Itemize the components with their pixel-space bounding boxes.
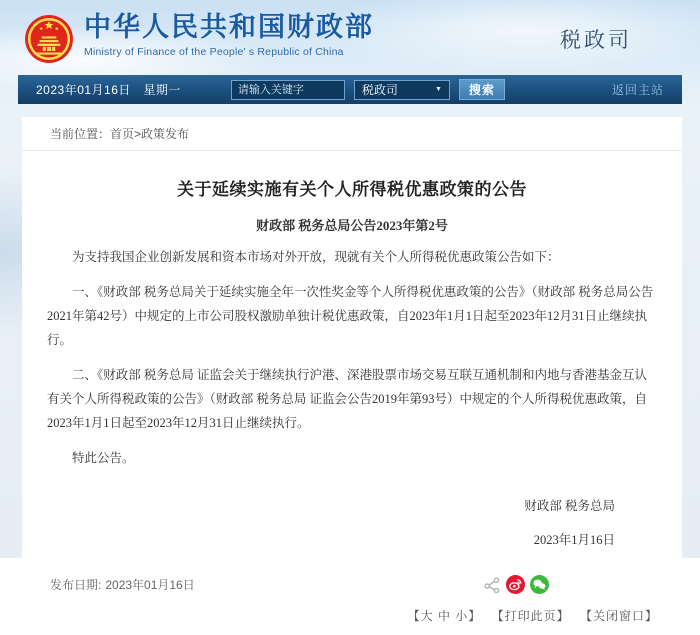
site-title: 中华人民共和国财政部 <box>84 12 374 42</box>
font-size-control[interactable]: 【大 中 小】 <box>407 609 482 623</box>
site-subtitle: Ministry of Finance of the People' s Republic of China <box>84 46 344 59</box>
site-titles <box>84 10 374 58</box>
wechat-icon[interactable] <box>530 575 549 594</box>
article-paragraph: 二、《财政部 税务总局 证监会关于继续执行沪港、深港股票市场交易互联互通机制和内地与香港基金互认有关个人所得税政策的公告》（财政部 税务总局 证监会公告2019年第93号）中规定的个人所得税优惠政策，自2023年1月1日起至2023年12月31日止继续执行。 <box>47 368 648 430</box>
publish-date-value: 2023年01月16日 <box>105 578 195 592</box>
search-scope-dropdown[interactable] <box>354 80 450 100</box>
breadcrumb-label: 当前位置： <box>50 127 111 141</box>
chevron-down-icon: ▼ <box>434 86 442 93</box>
article <box>22 175 682 548</box>
publish-date-label: 发布日期: <box>50 578 102 592</box>
content-panel <box>22 117 682 635</box>
article-signature: 财政部 税务总局 <box>524 499 615 513</box>
department-title: 税政司 <box>560 29 632 52</box>
toolbar-date: 2023年01月16日 星期一 <box>36 83 181 97</box>
share-icon[interactable] <box>483 576 501 594</box>
breadcrumb-path[interactable]: 首页>政策发布 <box>110 127 190 141</box>
search-input[interactable] <box>231 80 345 100</box>
weibo-icon[interactable] <box>506 575 525 594</box>
article-body <box>47 245 657 470</box>
breadcrumb <box>22 117 682 151</box>
footer-links <box>22 607 682 624</box>
article-paragraph: 一、《财政部 税务总局关于延续实施全年一次性奖金等个人所得税优惠政策的公告》（财政部 税务总局公告2021年第42号）中规定的上市公司股权激励单独计税优惠政策，自2023年1月1日起至2023年12月31日止继续执行。 <box>47 285 654 347</box>
search-button[interactable]: 搜索 <box>459 79 505 100</box>
national-emblem-icon[interactable] <box>24 13 74 65</box>
share-icons <box>483 575 549 594</box>
article-title: 关于延续实施有关个人所得税优惠政策的公告 <box>177 180 527 199</box>
print-page-link[interactable]: 【打印此页】 <box>491 609 570 623</box>
toolbar <box>18 75 682 104</box>
article-sign-date: 2023年1月16日 <box>533 533 615 547</box>
article-paragraph: 特此公告。 <box>72 451 135 465</box>
close-window-link[interactable]: 【关闭窗口】 <box>579 609 658 623</box>
publish-row <box>22 575 682 594</box>
article-paragraph: 为支持我国企业创新发展和资本市场对外开放，现就有关个人所得税优惠政策公告如下： <box>72 250 560 264</box>
search-scope-value: 税政司 <box>361 83 398 97</box>
site-header <box>0 0 700 75</box>
back-to-main-link[interactable]: 返回主站 <box>611 83 664 97</box>
article-doc-number: 财政部 税务总局公告2023年第2号 <box>256 218 448 233</box>
